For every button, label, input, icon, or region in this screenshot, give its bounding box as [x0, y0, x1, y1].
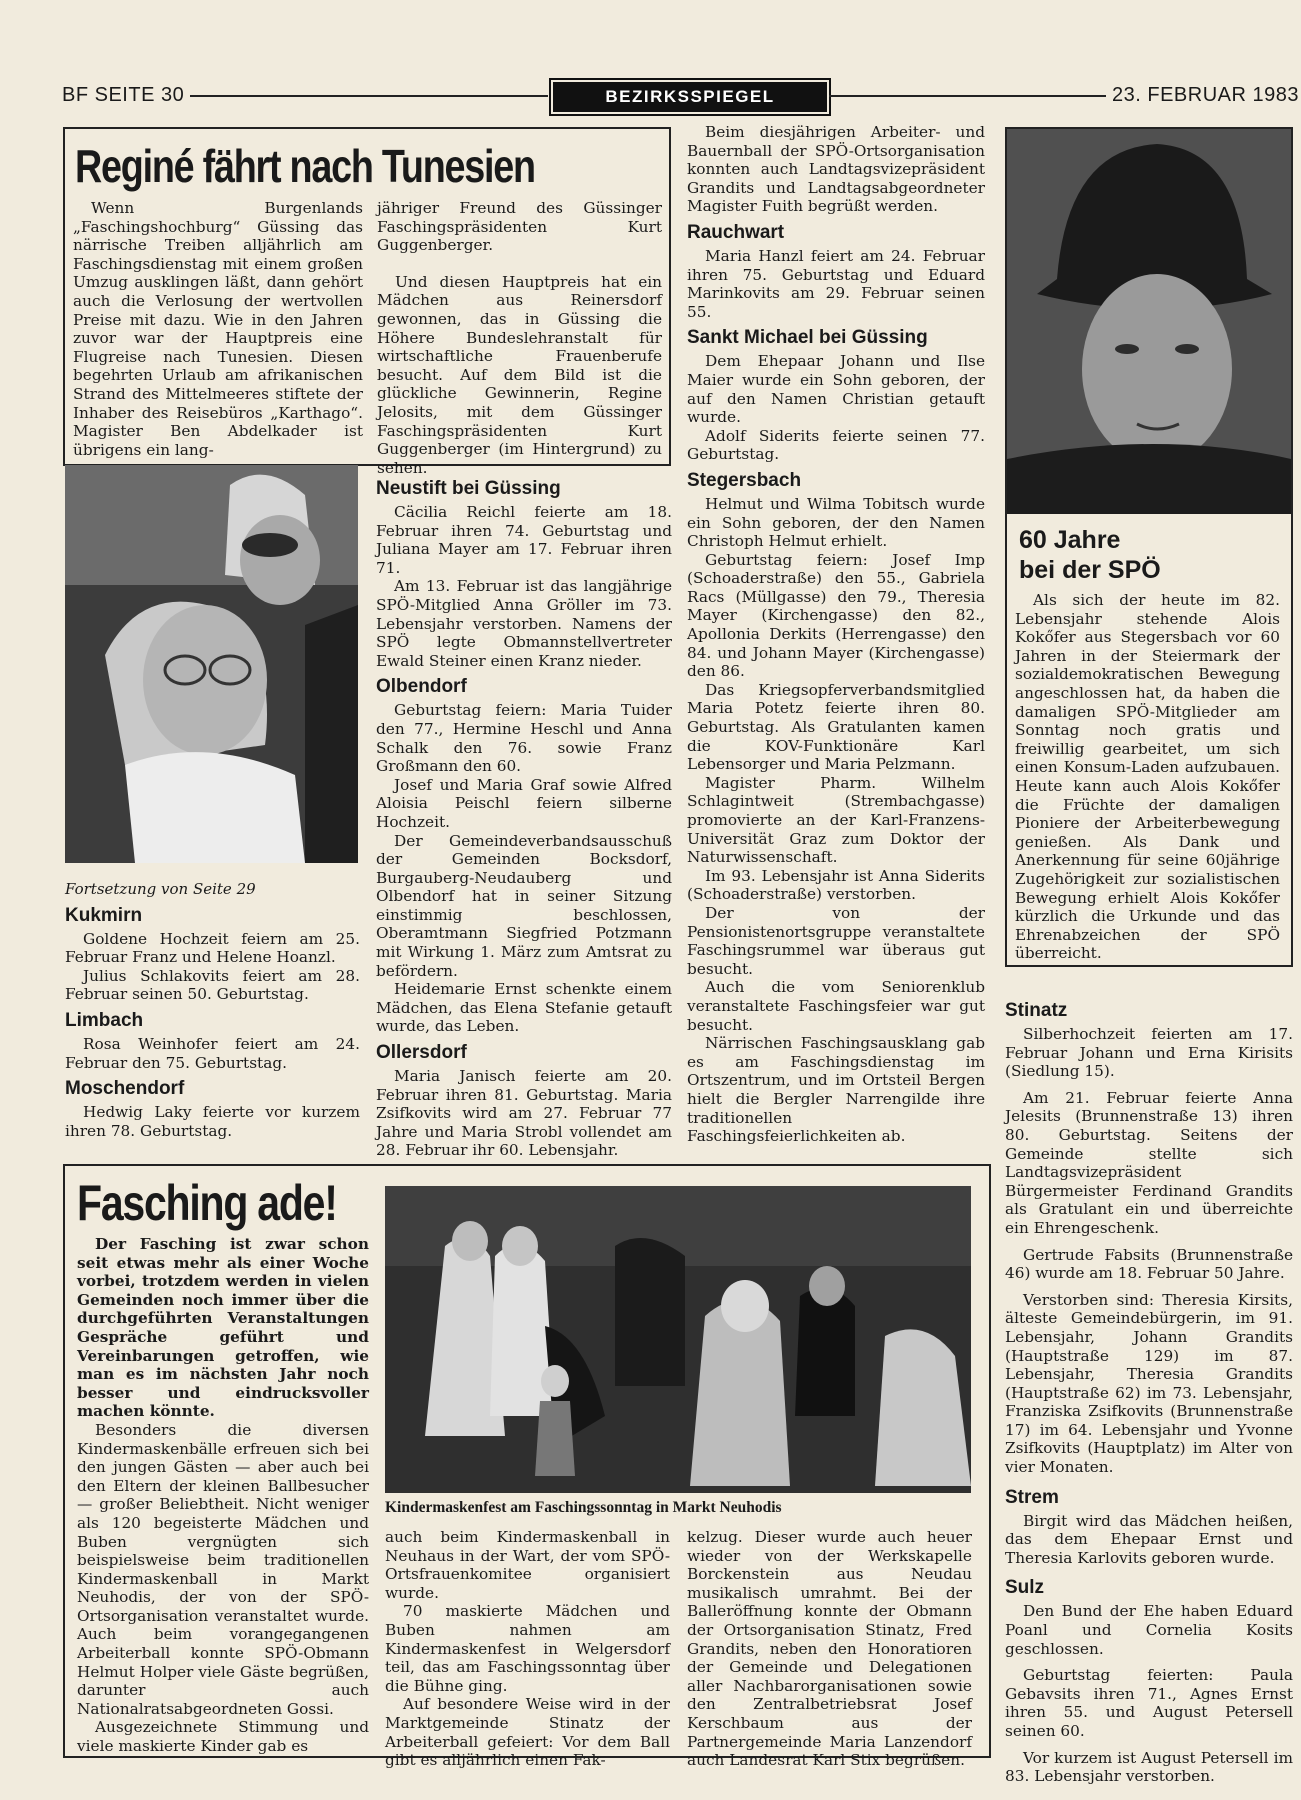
heading-olbendorf: Olbendorf	[376, 676, 467, 698]
spoe-article	[1005, 127, 1293, 967]
kokoefer-photo	[1007, 129, 1291, 514]
heading-rauchwart: Rauchwart	[687, 221, 785, 243]
heading-neustift: Neustift bei Güssing	[376, 478, 561, 499]
third-column: Beim diesjährigen Arbeiter- und Bauernball der SPÖ-Ortsorganisation konnten auch Landtagsvizepräsident Grandits und Landtagsabgeordneter Magister Fuith begrüßt werden. Rauchwart Maria Hanzl feiert am 24. Februar ihren 75. Geburtstag und Eduard Marinkovits am 29. Februar seinen 55. Sankt Michael bei Güssing Dem Ehepaar Johann und Ilse Maier wurde ein Sohn geboren, der auf den Namen Christian getauft wurde. Adolf Siderits feierte seinen 77. Geburtstag. Stegersbach Helmut und Wilma Tobitsch wurde ein Sohn geboren, der den Namen Christoph Helmut erhielt. Geburtstag feiern: Josef Imp (Schoaderstraße) den 55., Gabriela Racs (Müllgasse) den 79., Theresia Mayer (Kirchengasse) den 82., Apollonia Derkits (Herrengasse) den 84. und Johann Mayer (Kirchengasse) den 86. Das Kriegsopferverbandsmitglied Maria Potetz feierte ihren 80. Geburtstag. Als Gratulanten kamen die KOV-Funktionäre Karl Lebensorger und Maria Pelzmann. Magister Pharm. Wilhelm Schlagintweit (Strembachgasse) promovierte an der Karl-Franzens-Universität Graz zum Doktor der Naturwissenschaft. Im 93. Lebensjahr ist Anna Siderits (Schoaderstraße) verstorben. Der von der Pensionistenortsgruppe veranstaltete Faschingsrummel war überaus gut besucht. Auch die vom Seniorenklub veranstaltete Faschingsfeier war gut besucht. Närrischen Faschingsausklang gab es am Faschingsdienstag im Ortszentrum, und im Ortsteil Bergen hielt die Bergler Narrengilde ihre traditionellen Faschingsfeierlichkeiten ab.	[687, 123, 985, 1146]
spoe-headline: 60 Jahre bei der SPÖ	[1019, 526, 1161, 584]
tunesien-col1: Wenn Burgenlands „Faschingshochburg“ Güssing das närrische Treiben alljährlich am Faschingsdienstag mit einem großen Umzug ausklingen läßt, dann gehört auch die Verlosung der wertvollen Preise mit dazu. Wie in den Jahren zuvor war der Hauptpreis eine Flugreise nach Tunesien. Diesen begehrten Urlaub am afrikanischen Strand des Mittelmeeres stiftete der Inhaber des Reisebüros „Karthago“. Magister Ben Abdelkader ist übrigens ein lang-	[73, 199, 363, 459]
right-column: Stinatz Silberhochzeit feierten am 17. Februar Johann und Erna Kirisits (Siedlung 15). Am 21. Februar feierte Anna Jelesits (Brunnenstraße 13) ihren 80. Geburtstag. Seitens der Gemeinde stellte sich Landtagsvizepräsident Bürgermeister Ferdinand Grandits als Gratulant ein und überreichte ein Ehrengeschenk. Gertrude Fabsits (Brunnenstraße 46) wurde am 18. Februar 50 Jahre. Verstorben sind: Theresia Kirsits, älteste Gemeindebürgerin, im 91. Lebensjahr, Johann Grandits (Hauptstraße 129) im 87. Lebensjahr, Theresia Grandits (Hauptstraße 62) im 73. Lebensjahr, Franziska Zsifkovits (Brunnenstraße 17) im 64. Lebensjahr und Yvonne Zsifkovits (Hauptplatz) im Alter von vier Monaten. Strem Birgit wird das Mädchen heißen, das dem Ehepaar Ernst und Theresia Karlovits geboren wurde. Sulz Den Bund der Ehe haben Eduard Poanl und Cornelia Kosits geschlossen. Geburtstag feierten: Paula Gebavsits ihren 71., Agnes Ernst ihren 55. und August Petersell seinen 60. Vor kurzem ist August Petersell im 83. Lebensjahr verstorben.	[1005, 1000, 1293, 1786]
left-column: Fortsetzung von Seite 29 Kukmirn Goldene Hochzeit feiern am 25. Februar Franz und Helene Hoanzl. Julius Schlakovits feiert am 28. Februar seinen 50. Geburtstag. Limbach Rosa Weinhofer feiert am 24. Februar den 75. Geburtstag. Moschendorf Hedwig Laky feierte vor kurzem ihren 78. Geburtstag.	[65, 880, 360, 1140]
page-number: BF SEITE 30	[62, 84, 185, 106]
issue-date: 23. FEBRUAR 1983	[1112, 84, 1299, 106]
fasching-headline: Fasching ade!	[77, 1175, 337, 1231]
middle-column: Neustift bei Güssing Cäcilia Reichl feierte am 18. Februar ihren 74. Geburtstag und Juliana Mayer am 17. Februar ihren 71. Am 13. Februar ist das langjährige SPÖ-Mitglied Anna Gröller im 73. Lebensjahr verstorben. Namens der SPÖ legte Obmannstellvertreter Ewald Steiner einen Kranz nieder. Olbendorf Geburtstag feiern: Maria Tuider den 77., Hermine Heschl und Anna Schalk den 76. sowie Franz Großmann den 60. Josef und Maria Graf sowie Alfred Aloisia Peischl feiern silberne Hochzeit. Der Gemeindeverbandsausschuß der Gemeinden Bocksdorf, Burgauberg-Neudauberg und Olbendorf hat in seiner Sitzung einstimmig beschlossen, Oberamtmann Siegfried Potzmann mit Wirkung 1. März zum Amtsrat zu befördern. Heidemarie Ernst schenkte einem Mädchen, das Elena Stefanie getauft wurde, das Leben. Ollersdorf Maria Janisch feierte am 20. Februar ihren 81. Geburtstag. Maria Zsifkovits wird am 27. Februar 77 Jahre und Maria Strobl vollendet am 28. Februar ihr 60. Lebensjahr.	[376, 478, 672, 1160]
spoe-text: Als sich der heute im 82. Lebensjahr stehende Alois Kokőfer aus Stegersbach vor 60 Jahren in der Steiermark der sozialdemokratischen Bewegung angeschlossen hat, da haben die damaligen SPÖ-Mitglieder am Sonntag noch gratis und freiwillig gearbeitet, um sich einen Konsum-Laden aufzubauen. Heute kann auch Alois Kokőfer die Früchte der damaligen Pioniere der Arbeiterbewegung genießen. Als Dank und Anerkennung für seine 60jährige Zugehörigkeit zur sozialistischen Bewegung erhielt Alois Kokőfer kürzlich die Urkunde und das Ehrenabzeichen der SPÖ überreicht.	[1015, 591, 1280, 963]
kokoefer-photo-image	[1007, 129, 1291, 514]
tunesien-article	[63, 127, 671, 477]
section-kicker: BEZIRKSSPIEGEL	[553, 82, 827, 112]
maskenfest-photo-image	[385, 1186, 971, 1493]
maskenfest-caption: Kindermaskenfest am Faschingssonntag in Markt Neuhodis	[385, 1499, 782, 1516]
heading-kukmirn: Kukmirn	[65, 904, 143, 926]
heading-moschendorf: Moschendorf	[65, 1078, 185, 1100]
maskenfest-photo	[385, 1186, 971, 1493]
heading-stegersbach: Stegersbach	[687, 469, 802, 491]
header-rule-right	[829, 95, 1106, 97]
fasching-col2: auch beim Kindermaskenball in Neuhaus in der Wart, der vom SPÖ-Ortsfrauenkomitee organisiert wurde. 70 maskierte Mädchen und Buben nahmen am Kindermaskenfest in Welgersdorf teil, das am Faschingssonntag über die Bühne ging. Auf besondere Weise wird in der Marktgemeinde Stinatz der Arbeiterball gefeiert: Vor dem Ball gibt es alljährlich einen Fak-	[385, 1528, 670, 1770]
tunesien-col2: jähriger Freund des Güssinger Faschingspräsidenten Kurt Guggenberger. Und diesen Hauptpreis hat ein Mädchen aus Reinersdorf gewonnen, das in Güssing die Höhere Bundeslehranstalt für wirtschaftliche Frauenberufe besucht. Auf dem Bild ist die glückliche Gewinnerin, Regine Jelosits, mit dem Güssinger Faschingspräsidenten Kurt Guggenberger (im Hintergrund) zu sehen.	[377, 199, 662, 477]
header-rule-left	[190, 95, 548, 97]
heading-ollersdorf: Ollersdorf	[376, 1042, 467, 1064]
continued-note: Fortsetzung von Seite 29	[65, 880, 256, 898]
heading-sankt-michael: Sankt Michael bei Güssing	[687, 327, 928, 349]
fasching-col1: Der Fasching ist zwar schon seit etwas mehr als einer Woche vorbei, trotzdem werden in vielen Gemeinden noch immer über die durchgeführten Veranstaltungen Gespräche geführt und Vereinbarungen getroffen, wie man es im nächsten Jahr noch besser und eindrucksvoller machen könnte. Besonders die diversen Kindermaskenbälle erfreuen sich bei den jungen Gästen — aber auch bei den Eltern der kleinen Ballbesucher — großer Beliebtheit. Nicht weniger als 120 begeisterte Mädchen und Buben vergnügten sich beispielsweise beim traditionellen Kindermaskenball in Markt Neuhodis, der von der SPÖ-Ortsorganisation veranstaltet wurde. Auch beim vorangegangenen Arbeiterball konnte SPÖ-Obmann Helmut Holper viele Gäste begrüßen, darunter auch Nationalratsabgeordneten Gossi. Ausgezeichnete Stimmung und viele maskierte Kinder gab es	[77, 1235, 369, 1756]
tunesien-headline: Reginé fährt nach Tunesien	[75, 140, 535, 192]
fasching-article	[63, 1164, 991, 1770]
heading-strem: Strem	[1005, 1486, 1059, 1508]
regine-photo	[65, 465, 358, 863]
heading-limbach: Limbach	[65, 1009, 144, 1031]
regine-photo-image	[65, 465, 358, 863]
fasching-col3: kelzug. Dieser wurde auch heuer wieder von der Werkskapelle Borckenstein aus Neudau musikalisch umrahmt. Bei der Balleröffnung konnte der Obmann der Ortsorganisation Stinatz, Fred Grandits, neben den Honoratioren der Gemeinde und Delegationen aller Nachbarorganisationen sowie den Zentralbetriebsrat Josef Kerschbaum aus der Partnergemeinde Maria Lanzendorf auch Landesrat Karl Stix begrüßen.	[687, 1528, 972, 1770]
heading-stinatz: Stinatz	[1005, 1000, 1068, 1021]
heading-sulz: Sulz	[1005, 1577, 1045, 1599]
